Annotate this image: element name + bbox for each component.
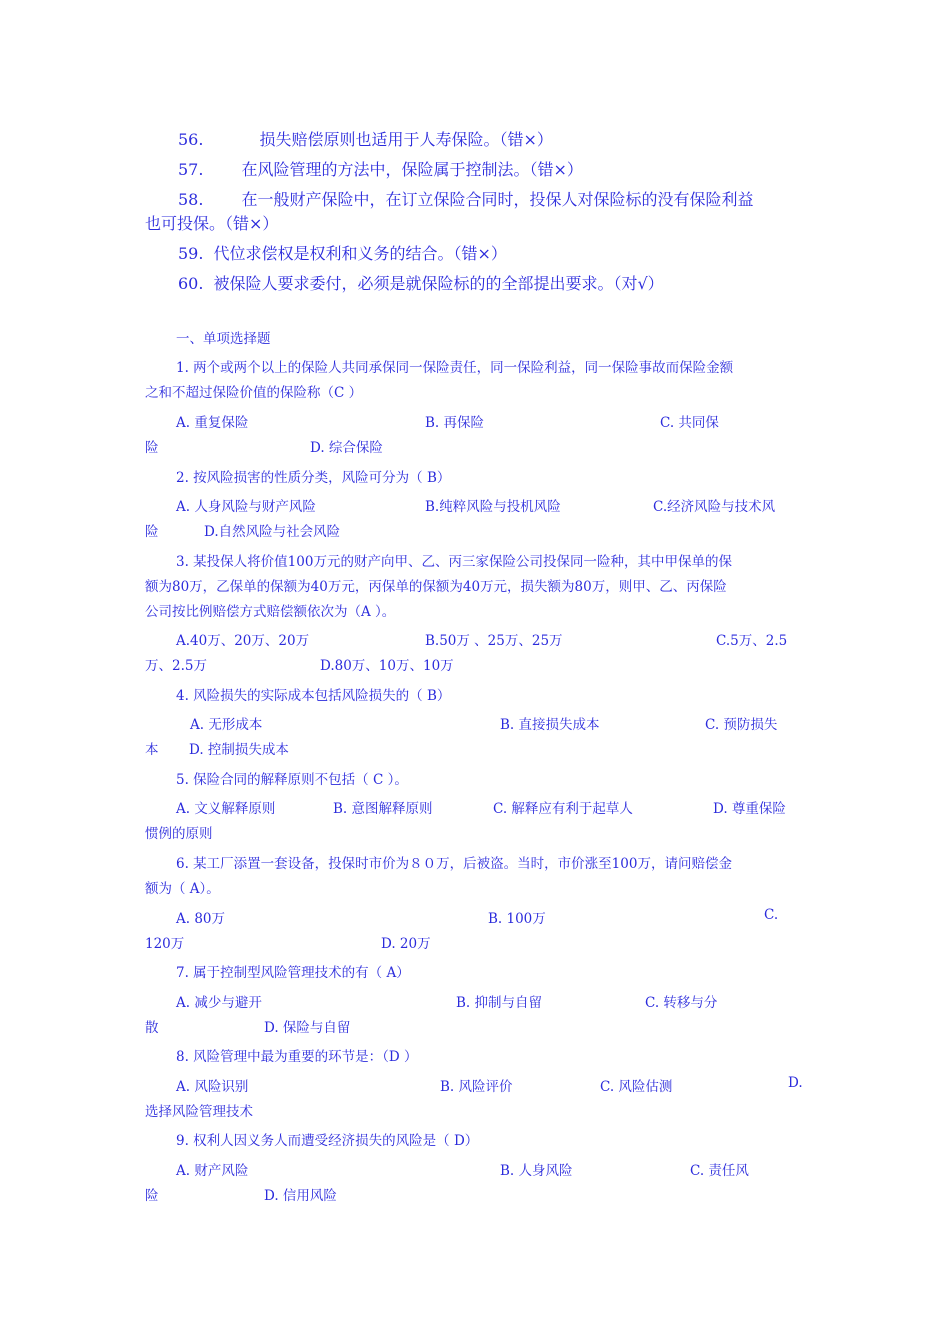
option-d: D. 20万	[381, 936, 431, 952]
option-d: D. 信用风险	[264, 1188, 337, 1204]
question-2: 2. 按风险损害的性质分类，风险可分为（ B）	[176, 470, 451, 486]
question-9: 9. 权利人因义务人而遭受经济损失的风险是（ D）	[176, 1133, 479, 1149]
tf-number: 57.	[178, 160, 204, 179]
option-b: B. 意图解释原则	[333, 801, 433, 817]
tf-number: 56.	[178, 130, 204, 149]
option-c: C.	[764, 907, 779, 923]
option-c: C. 风险估测	[600, 1079, 673, 1095]
option-c-cont: 险	[145, 524, 159, 540]
question-3-cont: 公司按比例赔偿方式赔偿额依次为（A ）。	[145, 604, 396, 620]
tf-item-58	[178, 187, 753, 210]
tf-number: 60.	[178, 274, 204, 293]
tf-text-continued: 也可投保。（错×）	[145, 214, 279, 233]
tf-number: 59.	[178, 244, 204, 263]
option-d: D. 尊重保险	[713, 801, 786, 817]
question-3: 3. 某投保人将价值100万元的财产向甲、乙、丙三家保险公司投保同一险种，其中甲保单的保	[176, 554, 732, 570]
option-c-cont: 险	[145, 440, 159, 456]
question-8: 8. 风险管理中最为重要的环节是：（D ）	[176, 1049, 418, 1065]
option-b: B. 再保险	[425, 415, 485, 431]
question-5: 5. 保险合同的解释原则不包括（ C ）。	[176, 772, 408, 788]
option-d-cont: 选择风险管理技术	[145, 1104, 253, 1120]
question-6: 6. 某工厂添置一套设备，投保时市价为８０万，后被盗。当时，市价涨至100万，请问赔偿金	[176, 856, 732, 872]
section-title: 一、单项选择题	[176, 331, 271, 347]
option-c: C. 转移与分	[645, 995, 718, 1011]
option-a: A. 80万	[176, 911, 226, 927]
option-c: C. 预防损失	[705, 717, 778, 733]
option-c: C.5万、2.5	[716, 633, 788, 649]
option-c-cont: 万、2.5万	[145, 658, 207, 674]
option-a: A. 风险识别	[176, 1079, 249, 1095]
option-c: C. 解释应有利于起草人	[493, 801, 633, 817]
option-b: B. 抑制与自留	[456, 995, 543, 1011]
option-c: C.经济风险与技术风	[653, 499, 776, 515]
tf-text: 损失赔偿原则也适用于人寿保险。（错×）	[259, 130, 553, 149]
tf-text: 在风险管理的方法中，保险属于控制法。（错×）	[241, 160, 583, 179]
option-c-cont: 120万	[145, 936, 185, 952]
option-c: C. 责任风	[690, 1163, 749, 1179]
option-a: A.40万、20万、20万	[176, 633, 310, 649]
option-d: D. 保险与自留	[264, 1020, 351, 1036]
option-a: A. 无形成本	[190, 717, 263, 733]
option-a: A. 人身风险与财产风险	[176, 499, 316, 515]
option-d: D.	[788, 1075, 803, 1091]
option-a: A. 重复保险	[176, 415, 249, 431]
option-c: C. 共同保	[660, 415, 719, 431]
option-b: B.50万 、25万、25万	[425, 633, 563, 649]
option-b: B. 风险评价	[440, 1079, 513, 1095]
question-4: 4. 风险损失的实际成本包括风险损失的（ B）	[176, 688, 451, 704]
tf-item-59	[178, 241, 507, 264]
option-a: A. 减少与避开	[176, 995, 262, 1011]
option-b: B.纯粹风险与投机风险	[425, 499, 561, 515]
option-c-cont: 本	[145, 742, 159, 758]
option-c-cont: 险	[145, 1188, 159, 1204]
question-1-cont: 之和不超过保险价值的保险称（C ）	[145, 385, 363, 401]
option-b: B. 100万	[488, 911, 546, 927]
option-d: D. 综合保险	[310, 440, 383, 456]
option-c-cont: 散	[145, 1020, 159, 1036]
option-a: A. 文义解释原则	[176, 801, 276, 817]
option-b: B. 直接损失成本	[500, 717, 600, 733]
tf-item-56	[178, 127, 553, 150]
question-3-cont: 额为80万，乙保单的保额为40万元，丙保单的保额为40万元，损失额为80万，则甲、乙、丙保险	[145, 579, 727, 595]
option-a: A. 财产风险	[176, 1163, 249, 1179]
question-1: 1. 两个或两个以上的保险人共同承保同一保险责任，同一保险利益，同一保险事故而保险金额	[176, 360, 734, 376]
question-7: 7. 属于控制型风险管理技术的有（ A）	[176, 965, 410, 981]
tf-text: 在一般财产保险中，在订立保险合同时，投保人对保险标的没有保险利益	[241, 190, 754, 209]
option-d: D.自然风险与社会风险	[204, 524, 341, 540]
tf-text: 代位求偿权是权利和义务的结合。（错×）	[213, 244, 507, 263]
option-d: D. 控制损失成本	[189, 742, 289, 758]
tf-text: 被保险人要求委付，必须是就保险标的的全部提出要求。（对√）	[213, 274, 664, 293]
option-d: D.80万、10万、10万	[320, 658, 454, 674]
tf-number: 58.	[178, 190, 204, 209]
question-6-cont: 额为（ A）。	[145, 881, 220, 897]
option-d-cont: 惯例的原则	[145, 826, 213, 842]
tf-item-60	[178, 271, 664, 294]
tf-item-57	[178, 157, 583, 180]
option-b: B. 人身风险	[500, 1163, 573, 1179]
